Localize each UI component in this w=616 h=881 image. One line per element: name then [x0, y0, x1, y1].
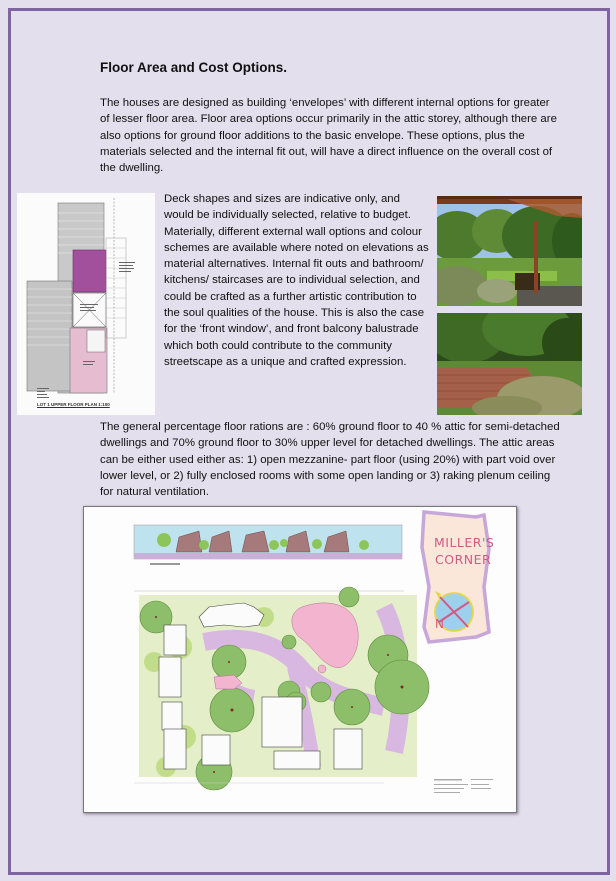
floor-plan-drawing — [17, 193, 155, 415]
upper-floor-plan-image — [17, 193, 155, 415]
deck-paragraph: Deck shapes and sizes are indicative only, and would be individually selected, relative to budget. Materially, different external wall options and colour schemes are available where noted on elevations as material alternatives. Internal fit outs and bathroom/ kitchens/ staircases are to individual selection, and could be crafted as a further artistic contribution to the soul qualities of the house. This is also the case for the ‘front window’, and front balcony balustrade which both could contribute to the community streetscape as a unique and crafted expression. — [164, 193, 429, 368]
site-plan-title-line1: MILLER'S — [434, 535, 495, 550]
floor-ratios-paragraph: The general percentage floor rations are : 60% ground floor to 40 % attic for semi-detached dwellings and 70% ground floor to 30% upper level for detached dwellings. The attic areas can be either used either as: 1) open mezzanine- part floor (using 20%) with part void over lower level, or 2) fully enclosed rooms with some open landing or 3) raking plenum ceiling for natural ventilation. — [100, 421, 560, 499]
intro-paragraph: The houses are designed as building ‘envelopes’ with different internal options for greater of lesser floor area. Floor area options occur primarily in the attic storey, although there are also options for ground floor additions to the basic envelope. These options, plus the materials selected and the internal fit out, will have a direct influence on the overall cost of the dwelling. — [100, 97, 557, 175]
timber-deck-photo — [437, 313, 582, 415]
page-title: Floor Area and Cost Options. — [100, 60, 288, 75]
floor-plan-caption: LOT 1 UPPER FLOOR PLAN 1:100 — [37, 402, 110, 407]
site-plan-title-line2: CORNER — [435, 552, 492, 567]
north-arrow-label: N — [435, 617, 445, 631]
millers-corner-site-plan — [83, 506, 517, 813]
pergola-garden-photo — [437, 196, 582, 306]
